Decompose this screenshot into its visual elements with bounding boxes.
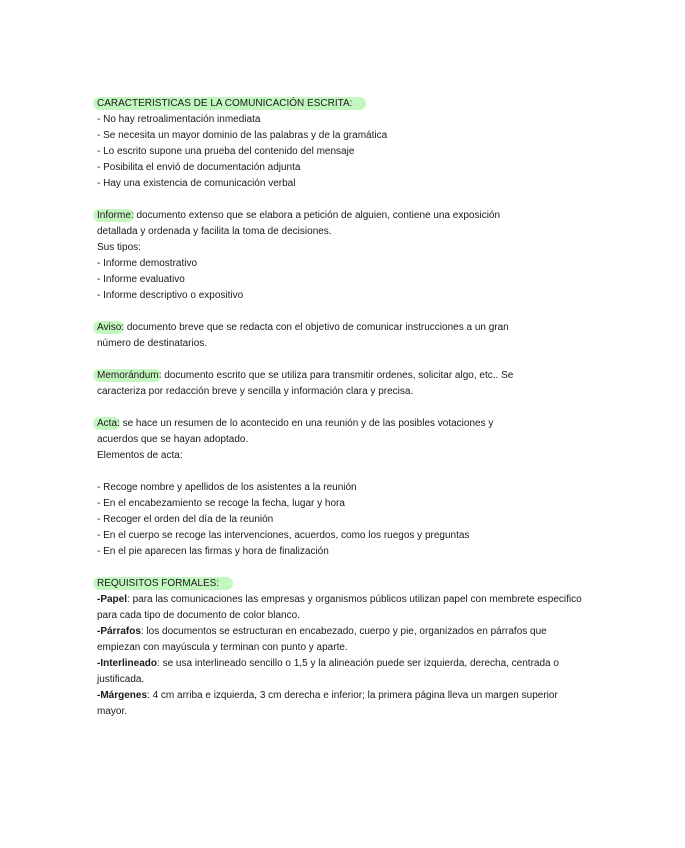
memorandum-definition-line	[97, 368, 597, 384]
requisito-text: : 4 cm arriba e izquierda, 3 cm derecha e inferior; la primera página lleva un margen superior	[147, 690, 558, 701]
informe-definition-line	[97, 208, 597, 224]
section-caracteristicas-heading-line	[97, 96, 597, 112]
requisito-text: : para las comunicaciones las empresas y organismos públicos utilizan papel con membrete especifico	[127, 594, 582, 605]
requisito-term: -Papel	[97, 594, 128, 605]
definition-continuation: acuerdos que se hayan adoptado.	[97, 434, 249, 445]
requisito-text: : se usa interlineado sencillo o 1,5 y la alineación puede ser izquierda, derecha, centrada o	[157, 658, 559, 669]
term-highlight: Informe:	[93, 209, 134, 222]
section-requisitos-heading-line	[97, 576, 597, 592]
spacer	[97, 304, 597, 320]
requisito-interlineado-line	[97, 656, 597, 672]
requisito-term: -Interlineado	[97, 658, 158, 669]
requisito-papel-line	[97, 592, 597, 608]
list-item: - En el encabezamiento se recoge la fecha, lugar y hora	[97, 498, 345, 509]
acta-definition-line	[97, 416, 597, 432]
list-item: - En el pie aparecen las firmas y hora de finalización	[97, 546, 329, 557]
requisito-continuation: mayor.	[97, 706, 128, 717]
definition-text: documento extenso que se elabora a petición de alguien, contiene una exposición	[133, 210, 501, 221]
term-highlight: Aviso:	[93, 321, 124, 334]
requisito-continuation: para cada tipo de documento de color blanco.	[97, 610, 300, 621]
requisito-parrafos-line	[97, 624, 597, 640]
list-item: - No hay retroalimentación inmediata	[97, 114, 261, 125]
definition-continuation: caracteriza por redacción breve y sencilla y información clara y precisa.	[97, 386, 414, 397]
list-item: - Recoge nombre y apellidos de los asistentes a la reunión	[97, 482, 357, 493]
notes-content	[97, 96, 597, 720]
requisito-term: -Párrafos	[97, 626, 141, 637]
list-item: - Informe evaluativo	[97, 274, 185, 285]
list-item: - Lo escrito supone una prueba del contenido del mensaje	[97, 146, 355, 157]
spacer	[97, 464, 597, 480]
requisito-margenes-line	[97, 688, 597, 704]
list-item: - Recoger el orden del día de la reunión	[97, 514, 274, 525]
list-item: - Hay una existencia de comunicación verbal	[97, 178, 296, 189]
requisito-continuation: empiezan con mayúscula y terminan con punto y aparte.	[97, 642, 348, 653]
section-heading-highlight: CARACTERISTICAS DE LA COMUNICACIÓN ESCRITA:	[93, 97, 366, 110]
definition-continuation: número de destinatarios.	[97, 338, 208, 349]
term-highlight: Acta:	[93, 417, 120, 430]
requisito-term: -Márgenes	[97, 690, 148, 701]
term-highlight: Memorándum:	[93, 369, 161, 382]
list-item: - Informe demostrativo	[97, 258, 198, 269]
list-item: - En el cuerpo se recoge las intervenciones, acuerdos, como los ruegos y preguntas	[97, 530, 470, 541]
requisito-continuation: justificada.	[97, 674, 145, 685]
definition-continuation: detallada y ordenada y facilita la toma de decisiones.	[97, 226, 332, 237]
aviso-definition-line	[97, 320, 597, 336]
definition-text: documento escrito que se utiliza para transmitir ordenes, solicitar algo, etc.. Se	[161, 370, 514, 381]
subheading: Sus tipos:	[97, 242, 141, 253]
spacer	[97, 560, 597, 576]
subheading: Elementos de acta:	[97, 450, 183, 461]
section-heading-highlight: REQUISITOS FORMALES:	[93, 577, 233, 590]
definition-text: documento breve que se redacta con el objetivo de comunicar instrucciones a un gran	[124, 322, 509, 333]
list-item: - Posibilita el envió de documentación adjunta	[97, 162, 301, 173]
spacer	[97, 400, 597, 416]
spacer	[97, 192, 597, 208]
spacer	[97, 352, 597, 368]
list-item: - Se necesita un mayor dominio de las palabras y de la gramática	[97, 130, 388, 141]
list-item: - Informe descriptivo o expositivo	[97, 290, 244, 301]
definition-text: se hace un resumen de lo acontecido en una reunión y de las posibles votaciones y	[119, 418, 494, 429]
requisito-text: : los documentos se estructuran en encabezado, cuerpo y pie, organizados en párrafos que	[140, 626, 547, 637]
